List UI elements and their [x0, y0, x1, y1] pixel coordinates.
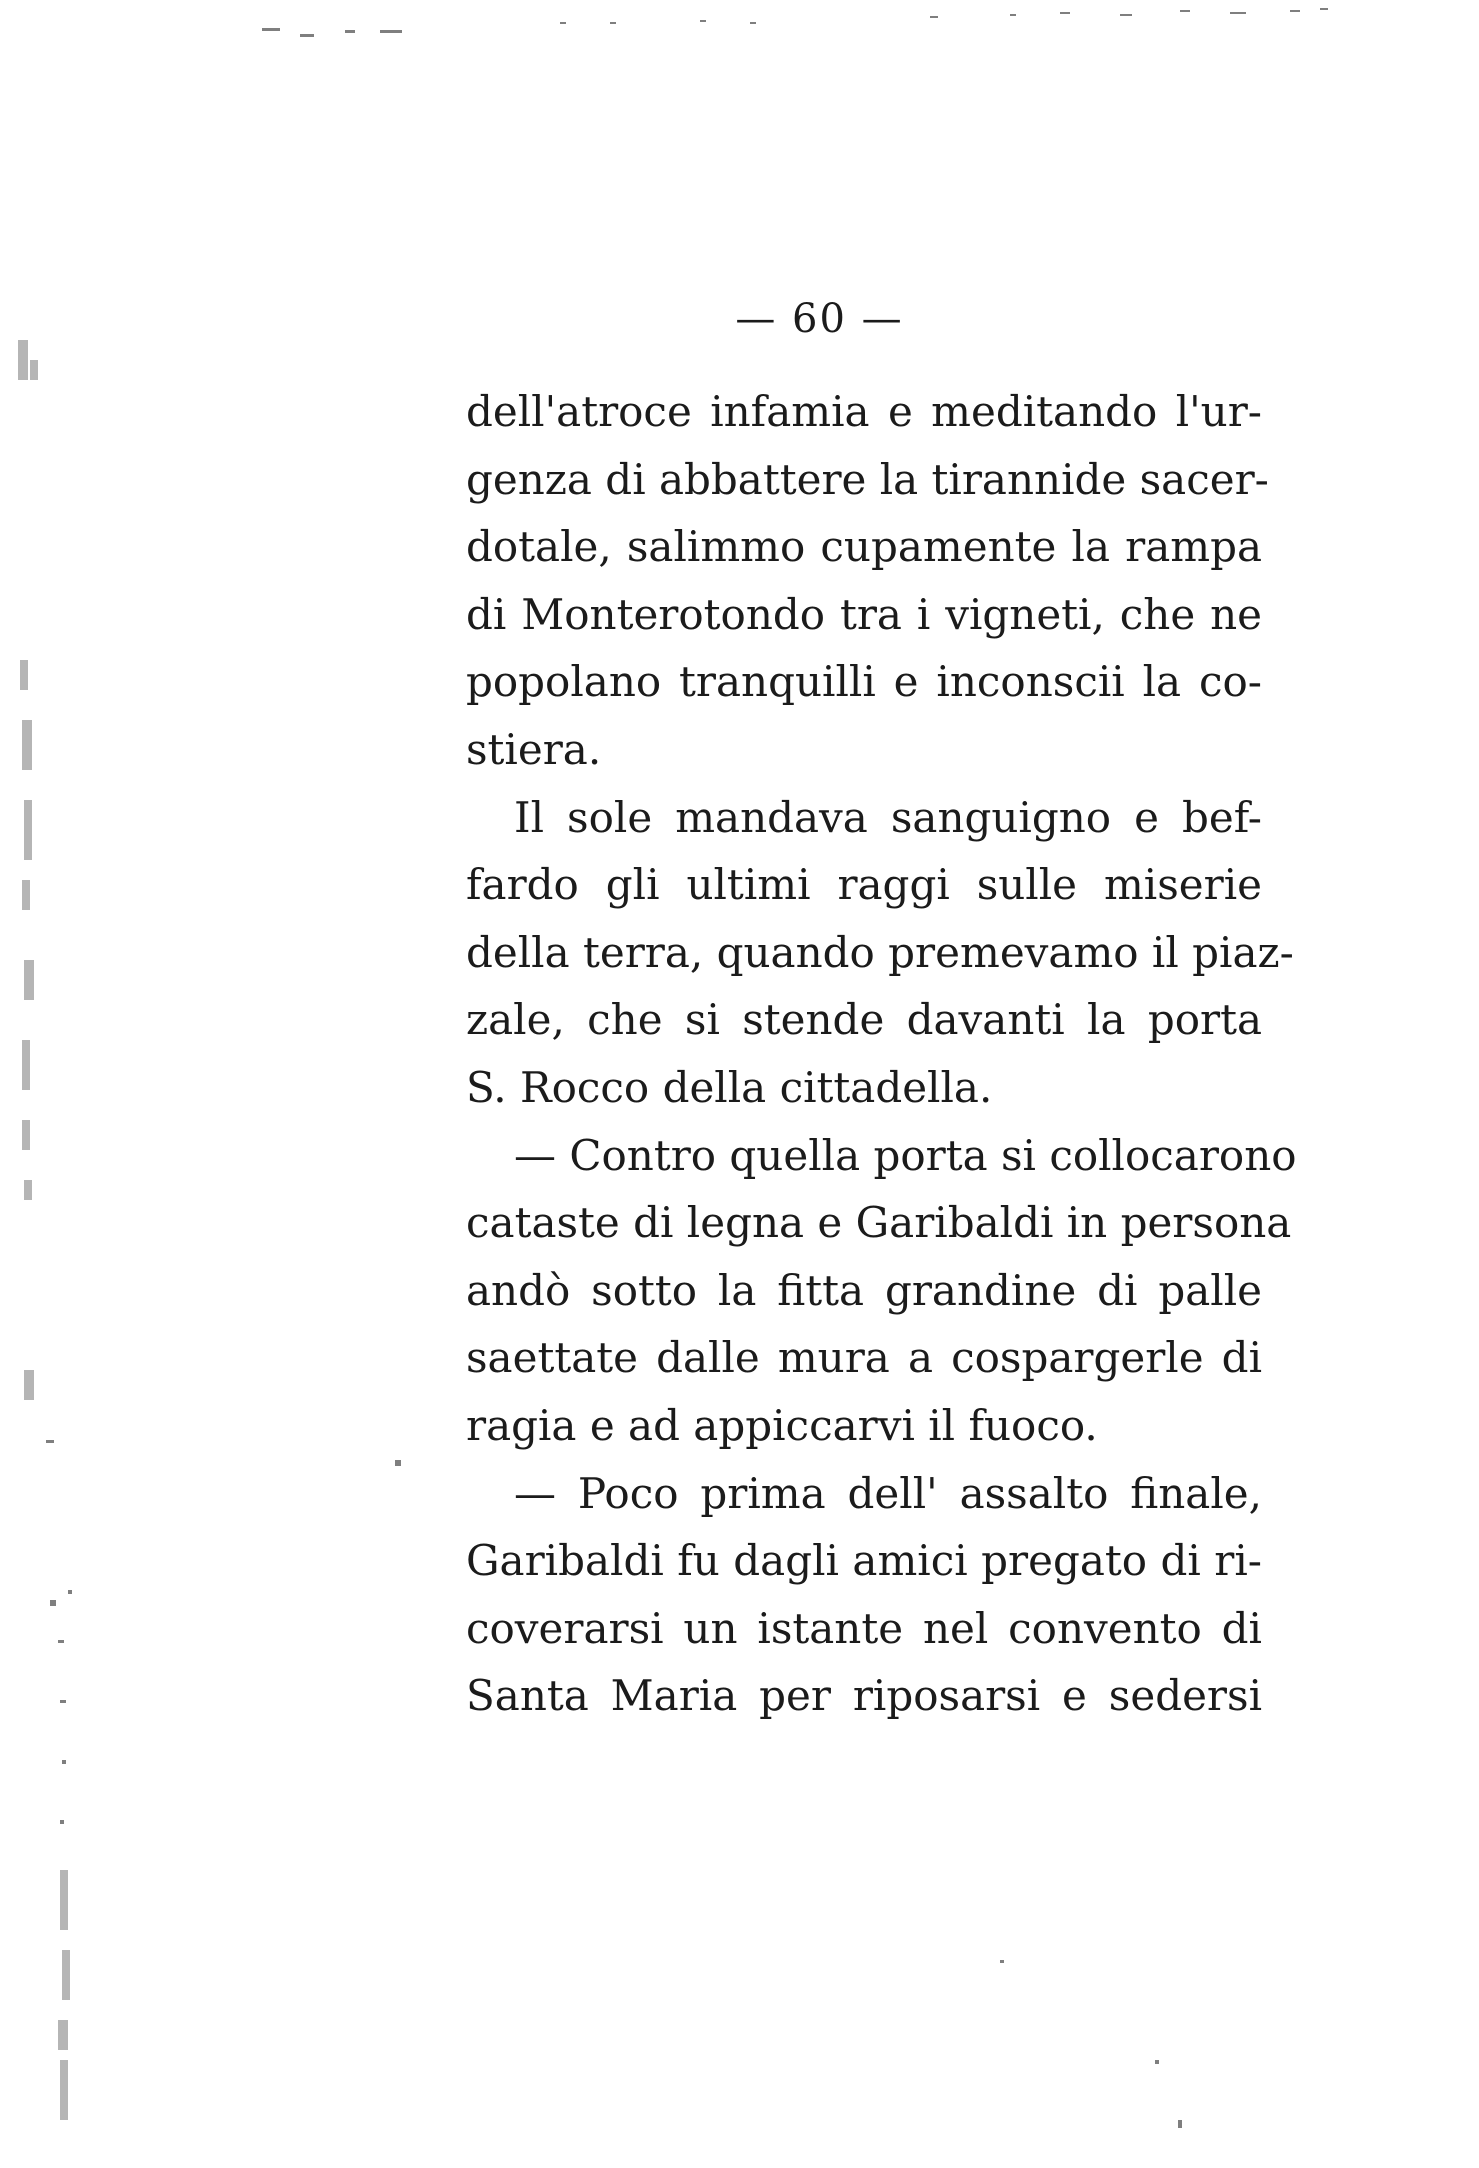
text-line: — Poco prima dell' assalto finale,	[514, 1468, 1262, 1518]
scan-speck	[395, 1460, 401, 1466]
scan-speck	[380, 30, 402, 33]
scan-speck	[24, 1180, 32, 1200]
page-number: — 60 —	[735, 296, 904, 342]
scan-speck	[50, 1600, 56, 1606]
scan-speck	[18, 340, 28, 380]
scan-speck	[1120, 14, 1132, 16]
scan-speck	[1290, 10, 1300, 12]
text-line: Garibaldi fu dagli amici pregato di ri-	[466, 1536, 1262, 1586]
scan-speck	[1155, 2060, 1159, 2064]
scan-speck	[610, 22, 616, 24]
scan-speck	[46, 1440, 54, 1443]
scan-speck	[62, 1950, 70, 2000]
scan-speck	[750, 22, 756, 24]
scan-speck	[24, 800, 32, 860]
scan-speck	[24, 1370, 34, 1400]
text-line: ragia e ad appiccarvi il fuoco.	[466, 1400, 1098, 1450]
scan-speck	[345, 30, 355, 33]
scan-speck	[22, 1040, 30, 1090]
body-text	[466, 378, 1297, 1730]
scan-speck	[262, 28, 280, 31]
text-line: stiera.	[466, 724, 602, 774]
text-line: Il sole mandava sanguigno e bef-	[514, 792, 1262, 842]
scan-speck	[1178, 2120, 1182, 2128]
text-line: — Contro quella porta si collocarono	[514, 1130, 1297, 1180]
scan-speck	[1000, 1960, 1004, 1963]
scan-speck	[58, 1640, 64, 1643]
scan-speck	[62, 1760, 66, 1764]
scan-speck	[560, 22, 566, 24]
text-line: S. Rocco della cittadella.	[466, 1062, 993, 1112]
scan-speck	[1060, 12, 1070, 14]
scan-speck	[300, 34, 314, 37]
text-line: cataste di legna e Garibaldi in persona	[466, 1198, 1292, 1248]
text-line: genza di abbattere la tirannide sacer-	[466, 454, 1269, 504]
scan-speck	[22, 880, 30, 910]
text-line: di Monterotondo tra i vigneti, che ne	[466, 589, 1262, 639]
scan-speck	[58, 2020, 68, 2050]
text-line: Santa Maria per riposarsi e sedersi	[466, 1671, 1262, 1721]
text-line: coverarsi un istante nel convento di	[466, 1603, 1262, 1653]
scan-speck	[60, 1700, 66, 1703]
scan-speck	[700, 20, 706, 22]
scan-speck	[1230, 12, 1246, 14]
text-line: dotale, salimmo cupamente la rampa	[466, 522, 1262, 572]
text-line: dell'atroce infamia e meditando l'ur-	[466, 387, 1262, 436]
scan-speck	[1180, 10, 1190, 12]
scan-speck	[60, 1820, 64, 1824]
text-line: popolano tranquilli e inconscii la co-	[466, 657, 1262, 707]
text-line: della terra, quando premevamo il piaz-	[466, 927, 1294, 977]
scan-speck	[24, 960, 34, 1000]
text-line: zale, che si stende davanti la porta	[466, 995, 1262, 1045]
scan-speck	[22, 720, 32, 770]
scan-speck	[30, 360, 38, 380]
scan-speck	[22, 1120, 30, 1150]
text-line: saettate dalle mura a cospargerle di	[466, 1333, 1262, 1383]
text-line: andò sotto la fitta grandine di palle	[466, 1265, 1262, 1315]
scan-speck	[60, 2060, 68, 2120]
scan-speck	[60, 1870, 68, 1930]
scan-speck	[20, 660, 28, 690]
text-line: fardo gli ultimi raggi sulle miserie	[466, 860, 1262, 910]
scan-speck	[1010, 14, 1016, 16]
scan-speck	[930, 16, 938, 18]
scan-speck	[68, 1590, 72, 1594]
scan-speck	[1320, 8, 1328, 10]
